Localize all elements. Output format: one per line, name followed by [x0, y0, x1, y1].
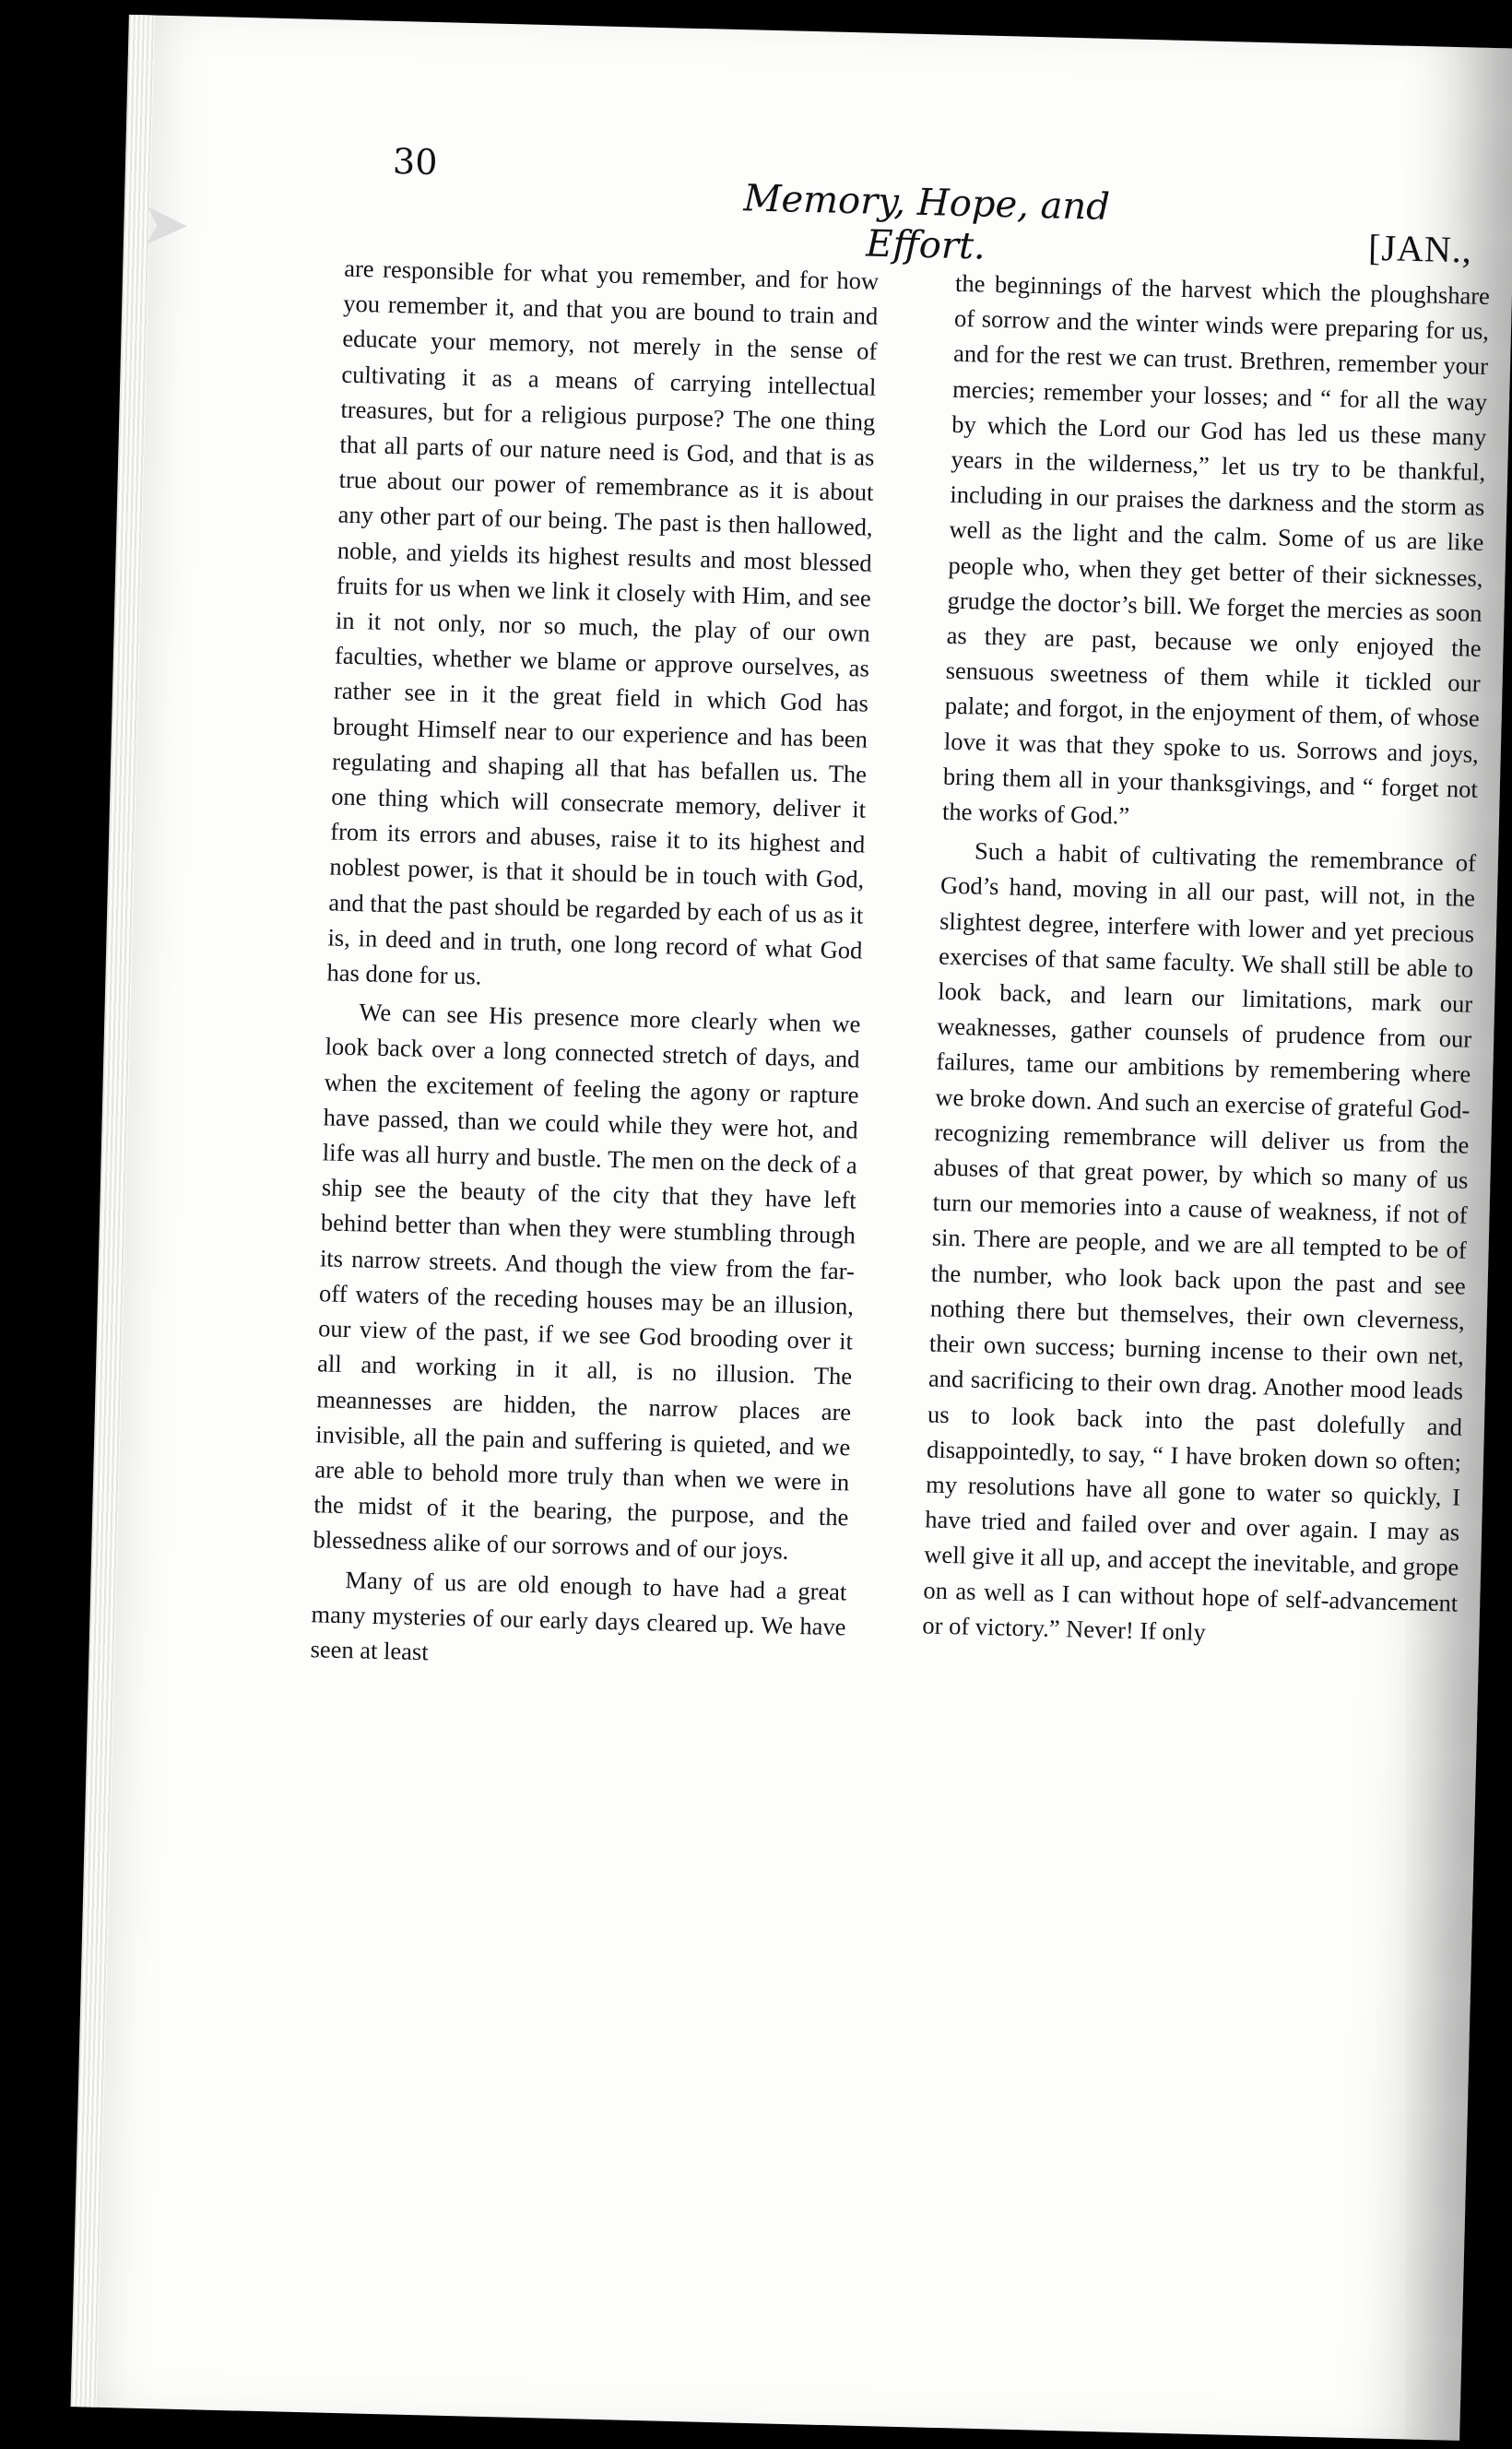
month-label: [JAN., — [1367, 226, 1473, 271]
running-title: Memory, Hope, and Effort. — [743, 177, 1111, 268]
paragraph: Many of us are old enough to have had a great many mysteries of our early days cleared up. We have seen at least — [310, 1565, 847, 1666]
paragraph: We can see His presence more clearly when we look back over a long connected stretch of days, and when the excitement of feeling the agony or rapture have passed, than we could while they were hot, and life was all hurry and bustle. The men on the deck of a ship see the beauty of the city that they have left behind better than when they were stumbling through its narrow streets. And though the view from the far-off waters of the receding houses may be an illusion, our view of the past, if we see God brooding over it all and working in it all, is no illusion. The meannesses are hidden, the narrow places are invisible, all the pain and suffering is quieted, and we are able to behold more truly than when we were in the midst of it the bearing, the purpose, and the blessedness alike of our sorrows and of our joys. — [313, 998, 861, 1566]
paragraph: are responsible for what you remember, and for how you remember it, and that you are bound to train and educate your memory, not merely in the sense of cultivating it as a means of carrying intellectual treasures, but for a religious purpose? The one thing that all parts of our nature need is God, and that is as true about our power of remembrance as it is about any other part of our being. The past is then hallowed, noble, and yields its highest results and most blessed fruits for us when we link it closely with Him, and see in it not only, nor so much, the play of our own faculties, whether we blame or approve ourselves, as rather see in it the great field in which God has brought Himself near to our experience and has been regulating and shaping all that has befallen us. The one thing which will consecrate memory, deliver it from its errors and abuses, raise it to its highest and noblest power, is that it should be in touch with God, and that the past should be regarded by each of us as it is, in deed and in truth, one long record of what God has done for us. — [326, 254, 880, 990]
book-page — [80, 15, 1512, 2441]
page-header — [136, 15, 1512, 271]
page-edge — [71, 15, 155, 2408]
page-number: 30 — [392, 140, 439, 183]
margin-mark-icon: ➤ — [139, 190, 191, 260]
paragraph: the beginnings of the harvest which the ploughshare of sorrow and the winter winds were preparing for us, and for the rest we can trust. Brethren, remember your mercies; remember your losses; and “ for all the way by which the Lord our God has led us these many years in the wilderness,” let us try to be thankful, including in our praises the darkness and the storm as well as the light and the calm. Some of us are like people who, when they get better of their sicknesses, grudge the doctor’s bill. We forget the mercies as soon as they are past, because we only enjoyed the sensuous sweetness of them while it tickled our palate; and forgot, in the enjoyment of them, of whose love it was that they spoke to us. Sorrows and joys, bring them all in your thanksgivings, and “ forget not the works of God.” — [941, 268, 1491, 830]
right-column — [922, 266, 1490, 1656]
left-column — [310, 251, 879, 1680]
paragraph: Such a habit of cultivating the remembrance of God’s hand, moving in all our past, will not, in the slightest degree, interfere with lower and yet precious exercises of that same faculty. We shall still be able to look back, and learn our limitations, mark our weaknesses, gather counsels of prudence from our failures, tame our ambitions by remembering where we broke down. And such an exercise of grateful God-recognizing remembrance will deliver us from the abuses of that great power, by which so many of us turn our memories into a cause of weakness, if not of sin. There are people, and we are all tempted to be of the number, who look back upon the past and see nothing there but themselves, their own cleverness, their own success; burning incense to their own net, and sacrificing to their own drag. Another mood leads us to look back into the past dolefully and disappointedly, to say, “ I have broken down so often; my resolutions have all gone to water so quickly, I have tried and failed over and over again. I may as well give it all up, and accept the inevitable, and grope on as well as I can without hope of self-advancement or of victory.” Never! If only — [922, 836, 1477, 1646]
